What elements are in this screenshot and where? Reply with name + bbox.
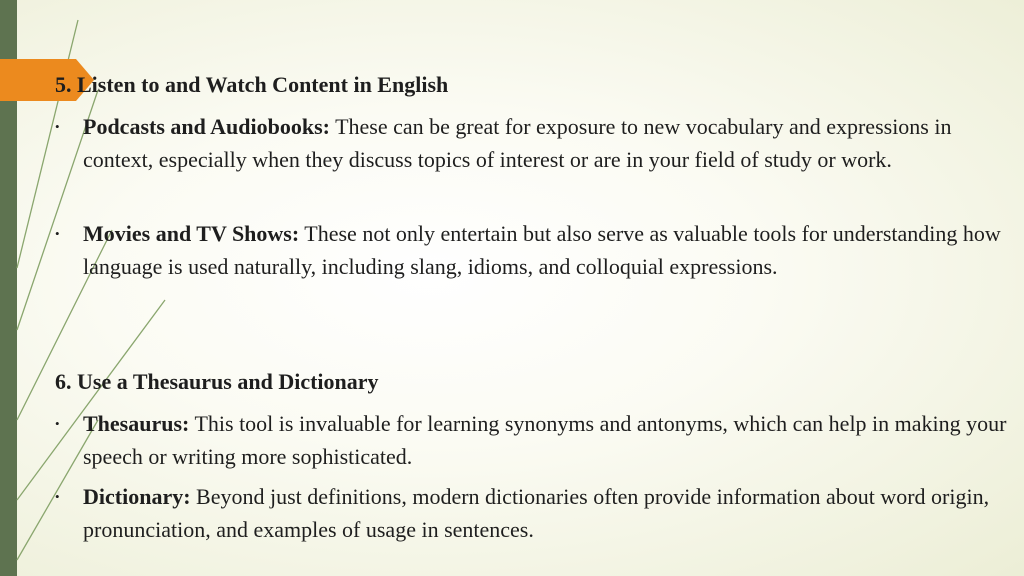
bullet-icon: • <box>55 489 60 504</box>
bullet-icon: • <box>55 226 60 241</box>
bullet-description: Beyond just definitions, modern dictionaries often provide information about word origin, pronunciation, and examples of usage in sentences. <box>83 484 990 542</box>
bullet-icon: • <box>55 416 60 431</box>
bullet-term: Podcasts and Audiobooks: <box>83 114 330 139</box>
bullet-text <box>83 407 1010 473</box>
bullet-term: Movies and TV Shows: <box>83 221 300 246</box>
bullet-description: These not only entertain but also serve as valuable tools for understanding how language is used naturally, including slang, idioms, and colloquial expressions. <box>83 221 1001 279</box>
bullet-icon: • <box>55 119 60 134</box>
bullet-description: These can be great for exposure to new vocabulary and expressions in context, especially when they discuss topics of interest or are in your field of study or work. <box>83 114 952 172</box>
section-heading-thesaurus-dictionary: 6. Use a Thesaurus and Dictionary <box>55 369 379 394</box>
bullet-term: Thesaurus: <box>83 411 190 436</box>
bullet-text <box>83 480 1010 546</box>
bullet-text <box>83 217 1010 283</box>
bullet-text <box>83 110 1010 176</box>
section-heading-listen-watch: 5. Listen to and Watch Content in English <box>55 72 449 97</box>
bullet-term: Dictionary: <box>83 484 191 509</box>
bullet-description: This tool is invaluable for learning synonyms and antonyms, which can help in making your speech or writing more sophisticated. <box>83 411 1007 469</box>
